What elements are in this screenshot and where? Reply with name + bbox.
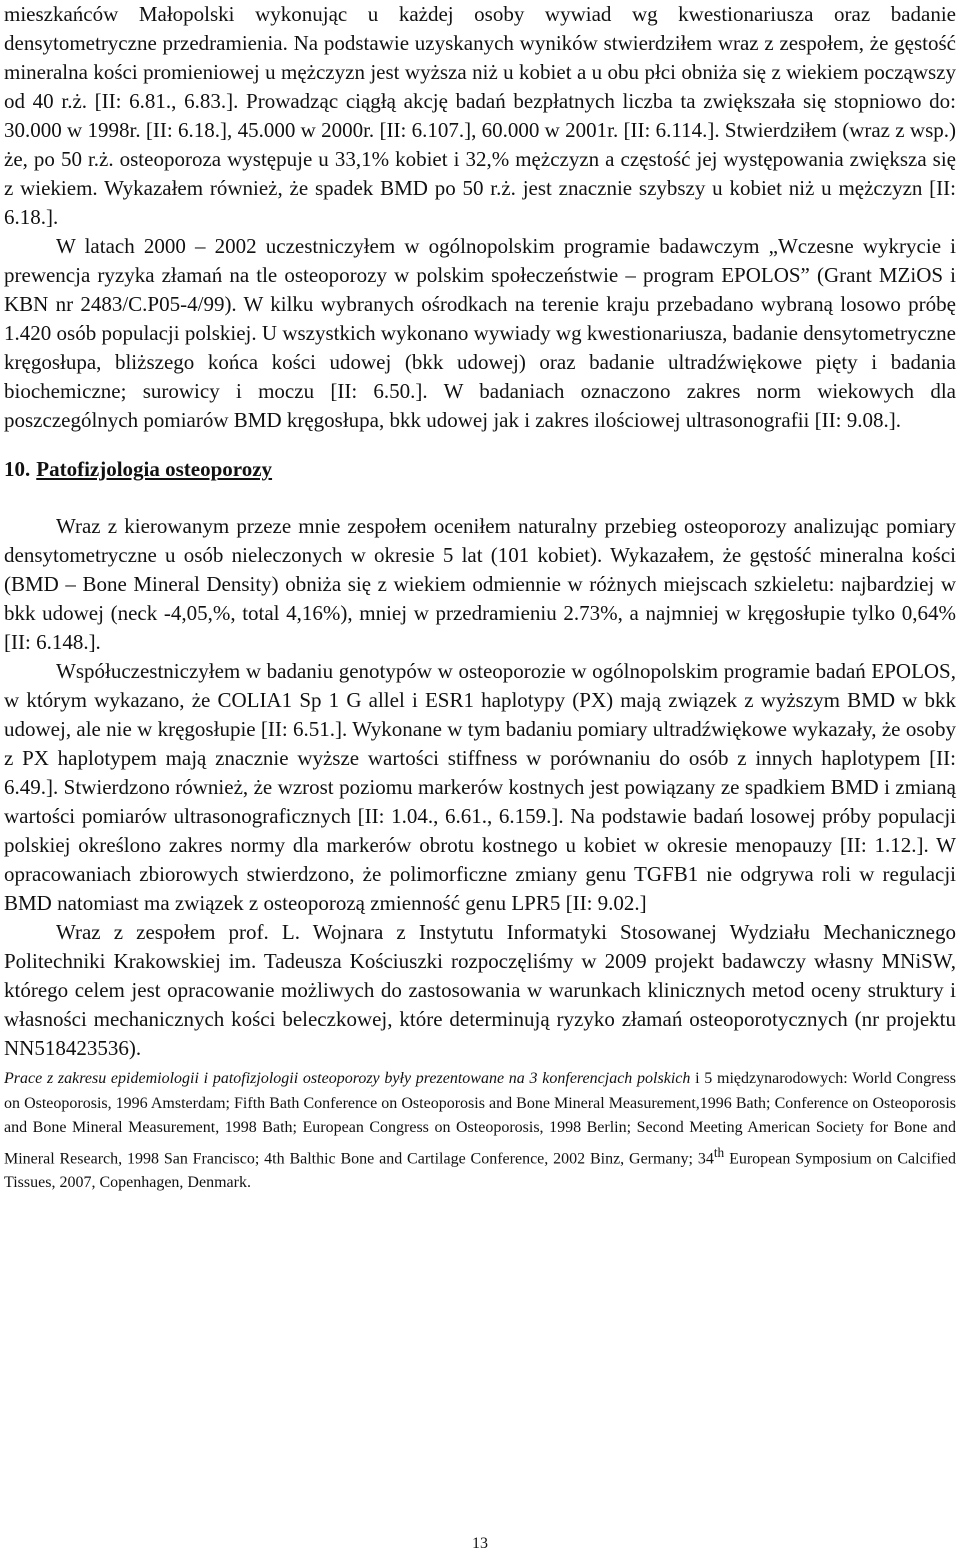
ordinal-suffix: th [713,1144,725,1160]
conference-note-end: European Symposium on Calcified Tissues, 2007, Copenhagen, Denmark. [4,1149,956,1192]
paragraph-natural-course: Wraz z kierowanym przeze mnie zespołem oceniłem naturalny przebieg osteoporozy analizując pomiary densytometryczne u osób nieleczonych w okresie 5 lat (101 kobiet). Wykazałem, że gęstość mineralna kości (BMD – Bone Mineral Density) obniża się z wiekiem odmiennie w różnych miejscach szkieletu: najbardziej w bkk udowej (neck -4,05,%, total 4,16%), mniej w przedramieniu 2.73%, a najmniej w kręgosłupie tylko 0,64% [II: 6.148.]. [4,514,956,654]
paragraph-epidemiology-results: mieszkańców Małopolski wykonując u każdej osoby wywiad wg kwestionariusza oraz badanie densytometryczne przedramienia. Na podstawie uzyskanych wyników stwierdziłem wraz z zespołem, że gęstość mineralna kości promieniowej u mężczyzn jest wyższa niż u kobiet a u obu płci obniża się z wiekiem począwszy od 40 r.ż. [II: 6.81., 6.83.]. Prowadząc ciągłą akcję badań bezpłatnych liczba ta zwiększała się stopniowo do: 30.000 w 1998r. [II: 6.18.], 45.000 w 2000r. [II: 6.107.], 60.000 w 2001r. [II: 6.114.]. Stwierdziłem (wraz z wsp.) że, po 50 r.ż. osteoporoza występuje u 33,1% kobiet i 32,% mężczyzn a częstość jej występowania zwiększa się z wiekiem. Wykazałem również, że spadek BMD po 50 r.ż. jest znacznie szybszy u kobiet niż u mężczyzn [II: 6.18.]. [4,2,956,229]
paragraph-genotype-study: Współuczestniczyłem w badaniu genotypów w osteoporozie w ogólnopolskim programie badań EPOLOS, w którym wykazano, że COLIA1 Sp 1 G allel i ESR1 haplotypy (PX) mają związek z wyższym BMD w bkk udowej, ale nie w kręgosłupie [II: 6.51.]. Wykonane w tym badaniu pomiary ultradźwiękowe wykazały, że osoby z PX haplotypem mają znacznie wyższe wartości stiffness w porównaniu do osób z innych haplotypem [II: 6.49.]. Stwierdzono również, że wzrost poziomu markerów kostnych jest powiązany ze spadkiem BMD i zmianą wartości pomiarów ultrasonograficznych [II: 1.04., 6.61., 6.159.]. Na podstawie badań losowej próby populacji polskiej określono zakres normy dla markerów obrotu kostnego u kobiet w okresie menopauzy [II: 1.12.]. W opracowaniach zbiorowych stwierdzono, że polimorficzne zmiany genu TGFB1 nie odgrywa roli w regulacji BMD natomiast ma związek z osteoporozą zmienność genu LPR5 [II: 9.02.] [4,659,956,915]
paragraph-research-project: Wraz z zespołem prof. L. Wojnara z Instytutu Informatyki Stosowanej Wydziału Mechanicznego Politechniki Krakowskiej im. Tadeusza Kościuszki rozpoczęliśmy w 2009 projekt badawczy własny MNiSW, którego celem jest opracowanie możliwych do zastosowania w warunkach klinicznych metod oceny struktury i własności mechanicznych kości beleczkowej, które determinują ryzyko złamań osteoporotycznych (nr projektu NN518423536). [4,920,956,1060]
section-number: 10. [4,457,31,481]
conference-note-lead: Prace z zakresu epidemiologii i patofizjologii osteoporozy były prezentowane na 3 konferencjach polskich [4,1070,691,1087]
page-number: 13 [472,1535,488,1552]
conference-note [4,1067,956,1196]
document-page [4,0,956,1196]
section-heading [4,455,956,484]
conference-note-body: i 5 międzynarodowych: World Congress on Osteoporosis, 1996 Amsterdam; Fifth Bath Conference on Osteoporosis and Bone Mineral Measurement,1996 Bath; Conference on Osteoporosis and Bone Mineral Measurement, 1998 Bath; European Congress on Osteoporosis, 1998 Berlin; Second Meeting American Society for Bone and Mineral Research, 1998 San Francisco; 4th Balthic Bone and Cartilage Conference, 2002 Binz, Germany; 34 [4,1070,956,1167]
section-title: Patofizjologia osteoporozy [36,457,273,481]
paragraph-epolos-program: W latach 2000 – 2002 uczestniczyłem w ogólnopolskim programie badawczym „Wczesne wykrycie i prewencja ryzyka złamań na tle osteoporozy w polskim społeczeństwie – program EPOLOS” (Grant MZiOS i KBN nr 2483/C.P05-4/99). W kilku wybranych ośrodkach na terenie kraju przebadano wybraną losowo próbę 1.420 osób populacji polskiej. U wszystkich wykonano wywiady wg kwestionariusza, badanie densytometryczne kręgosłupa, bliższego końca kości udowej (bkk udowej) oraz badanie ultradźwiękowe pięty i badania biochemiczne; surowicy i moczu [II: 6.50.]. W badaniach oznaczono zakres norm wiekowych dla poszczególnych pomiarów BMD kręgosłupa, bkk udowej jak i zakres ilościowej ultrasonografii [II: 9.08.]. [4,234,956,432]
